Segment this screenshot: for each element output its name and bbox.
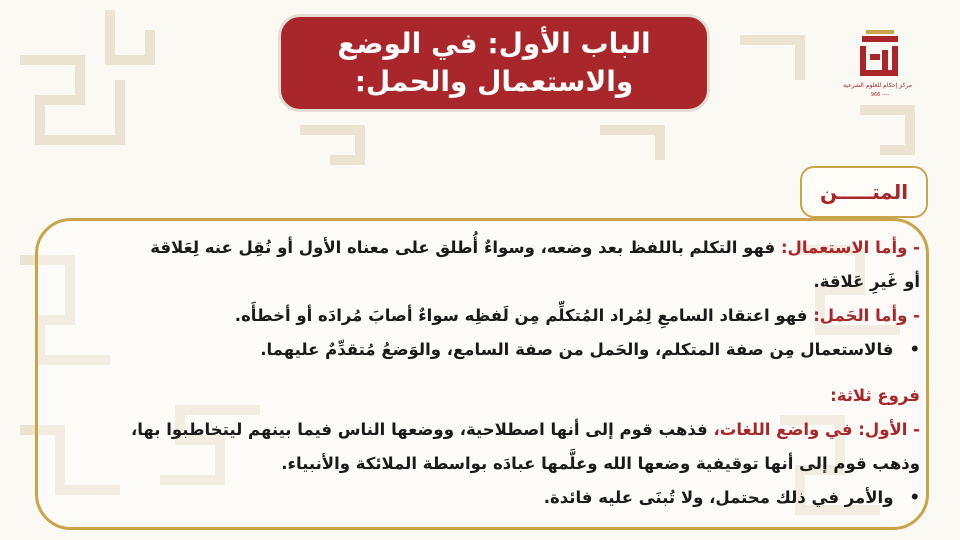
bullet-item-1 — [260, 340, 920, 359]
istimal-cont-line — [813, 272, 920, 291]
title-line-1: الباب الأول: في الوضع — [337, 27, 651, 60]
haml-line — [235, 306, 920, 325]
first-branch-cont: وذهب قوم إلى أنها توقيفية وضعها الله وعلَّمها عبادَه بواسطة الملائكة والأنبياء. — [281, 454, 920, 473]
haml-label: - وأما الحَمل: — [813, 306, 920, 325]
first-branch-cont-line — [281, 454, 920, 473]
istimal-text: فهو التكلم باللفظ بعد وضعه، وسواءٌ أُطلق على معناه الأول أو نُقِل عنه لِعَلاقة — [150, 238, 781, 257]
haml-text: فهو اعتقاد السامعِ لِمُراد المُتكلِّم مِن لَفظِه سواءٌ أصابَ مُرادَه أو أخطأَه. — [234, 306, 814, 325]
bullet-2-text: والأمر في ذلك محتمل، ولا تُبنَى عليه فائدة. — [543, 488, 894, 507]
first-branch-line — [131, 420, 920, 439]
furu-heading — [830, 386, 920, 405]
istimal-label: - وأما الاستعمال: — [780, 238, 920, 257]
page-title — [278, 14, 710, 112]
logo-mark-icon — [852, 28, 908, 80]
matn-label-tab — [800, 166, 928, 218]
first-branch-text: فذهب قوم إلى أنها اصطلاحية، ووضعها الناس فيما بينهم ليتخاطبوا بها، — [130, 420, 714, 439]
furu-heading-text: فروع ثلاثة: — [830, 386, 920, 405]
bullet-icon: • — [909, 340, 920, 359]
title-line-2: والاستعمال والحمل: — [354, 65, 634, 98]
istimal-cont: أو غَيرِ عَلاقة. — [813, 272, 920, 291]
logo-phone: 966 ---- — [870, 92, 890, 98]
bullet-item-2 — [544, 488, 920, 507]
first-branch-label: - الأول: في واضع اللغات، — [713, 420, 920, 439]
content-panel — [35, 218, 929, 530]
bullet-icon: • — [909, 488, 920, 507]
logo — [843, 24, 912, 104]
matn-label: المتـــــن — [819, 180, 909, 204]
istimal-line — [150, 238, 920, 257]
bullet-1-text: فالاستعمال مِن صفة المتكلم، والحَمل من صفة السامع، والوَضعُ مُتقدِّمٌ عليهما. — [260, 340, 894, 359]
logo-subtitle: مركز إحكام للعلوم الشرعية — [843, 82, 912, 89]
